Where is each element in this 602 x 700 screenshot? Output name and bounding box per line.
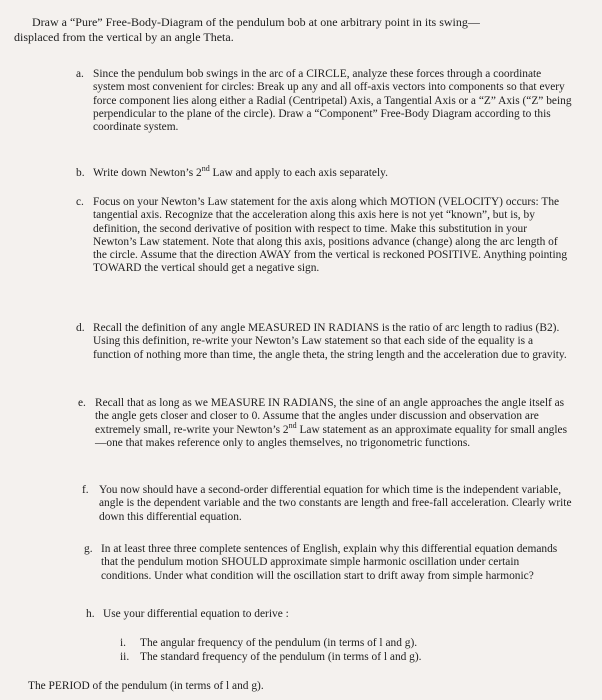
- question-item-g: [84, 543, 568, 583]
- intro-instruction: [14, 15, 584, 45]
- question-item-d: [76, 322, 570, 362]
- sub-item-marker: i.: [120, 637, 127, 649]
- question-item-h: [86, 608, 586, 621]
- item-marker: d.: [76, 322, 85, 334]
- item-marker: h.: [86, 608, 95, 620]
- item-marker: a.: [76, 68, 84, 80]
- question-item-b: [76, 164, 576, 180]
- question-item-f: [82, 484, 572, 524]
- question-item-e: [78, 397, 572, 450]
- item-text: In at least three three complete sentences of English, explain why this differential equation demands that the pendulum motion SHOULD approximate simple harmonic oscillation under certain conditions. Under what condition will the oscillation start to drift away from simple harmonic?: [101, 543, 558, 582]
- item-text: Focus on your Newton’s Law statement for the axis along which MOTION (VELOCITY) occurs: The tangential axis. Recognize that the acceleration along this axis here is not yet “known”, but is, by definition, the second derivative of position with respect to time. Make this substitution in your Newton’s Law statement. Note that along this axis, positions advance (change) along the arc length of the circle. Assume that the direction AWAY from the vertical is reckoned POSITIVE. Anything pointing TOWARD the vertical should get a negative sign.: [93, 196, 568, 275]
- intro-line-2: displaced from the vertical by an angle Theta.: [14, 30, 234, 44]
- item-text: Recall the definition of any angle MEASURED IN RADIANS is the ratio of arc length to radius (B2). Using this definition, re-write your Newton’s Law statement so that each side of the equality is a function of nothing more than time, the angle theta, the string length and the acceleration due to gravity.: [93, 322, 567, 361]
- item-marker: g.: [84, 543, 93, 555]
- question-item-c: [76, 196, 572, 276]
- item-text: Write down Newton’s 2nd Law and apply to each axis separately.: [93, 164, 388, 179]
- item-marker: e.: [78, 397, 86, 409]
- intro-line-1: Draw a “Pure” Free-Body-Diagram of the pendulum bob at one arbitrary point in its swing—: [32, 15, 480, 29]
- sub-item-ii: [120, 651, 560, 664]
- item-marker: c.: [76, 196, 84, 208]
- item-text: Since the pendulum bob swings in the arc of a CIRCLE, analyze these forces through a coordinate system most convenient for circles: Break up any and all off-axis vectors into components so that every force component lies along either a Radial (Centripetal) Axis, a Tangential Axis or a “Z” Axis (“Z” being perpendicular to the plane of the circle). Draw a “Component” Free-Body Diagram according to this coordinate system.: [93, 68, 572, 134]
- item-marker: f.: [82, 484, 89, 496]
- item-text: Recall that as long as we MEASURE IN RADIANS, the sine of an angle approaches the angle itself as the angle gets closer and closer to 0. Assume that the angles under discussion and observation are extremely small, re-write your Newton’s 2nd Law statement as an approximate equality for small angles—one that makes reference only to angles themselves, no trigonometric functions.: [95, 397, 568, 449]
- footer-instruction: The PERIOD of the pendulum (in terms of l and g).: [28, 680, 264, 692]
- question-item-a: [76, 68, 574, 134]
- item-marker: b.: [76, 167, 85, 179]
- item-text: You now should have a second-order differential equation for which time is the independent variable, angle is the dependent variable and the two constants are length and free-fall acceleration. Clearly write down this differential equation.: [99, 484, 572, 523]
- item-text: Use your differential equation to derive :: [103, 608, 289, 620]
- sub-item-i: [120, 637, 560, 650]
- sub-item-marker: ii.: [120, 651, 130, 663]
- sub-item-text: The angular frequency of the pendulum (in terms of l and g).: [140, 637, 418, 649]
- sub-item-text: The standard frequency of the pendulum (in terms of l and g).: [140, 651, 422, 663]
